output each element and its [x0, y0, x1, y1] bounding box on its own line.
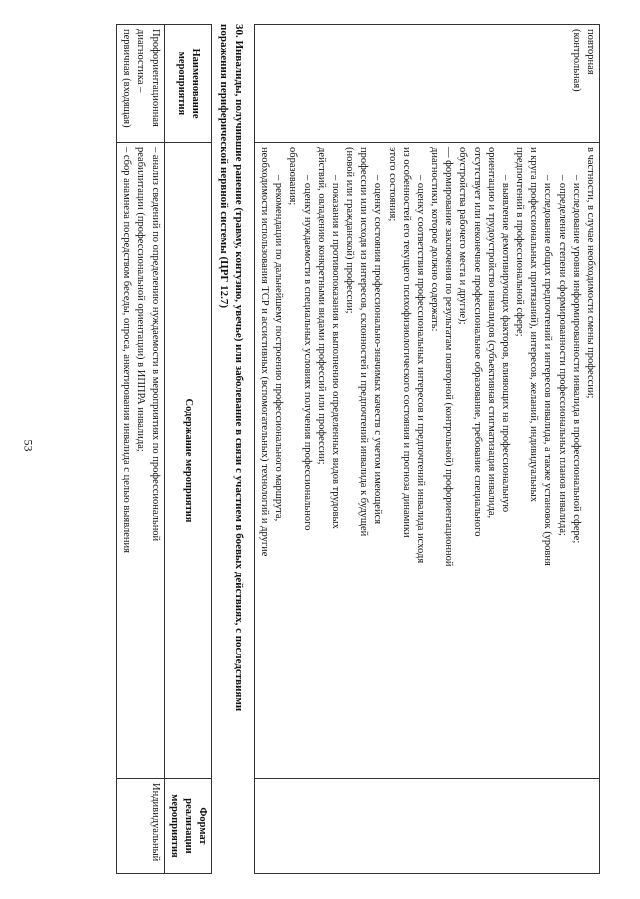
text-line: – выявление демотивирующих факторов, влияющих на профессиональную	[499, 175, 511, 513]
text-line: – показания и противопоказания к выполнению определенных видов трудовых	[329, 175, 341, 529]
text-line: – оценку соответствия профессиональных интересов и предпочтений инвалида исходя	[414, 175, 426, 564]
top-table	[254, 24, 600, 874]
text-line: в частности, в случае необходимости смены профессии;	[585, 147, 596, 399]
text-line: – оценку состояния профессионально-значимых качеств с учетом имеющейся	[372, 175, 384, 525]
left-cell-line: повторная	[585, 29, 596, 75]
text-line: – рекомендации по дальнейшему построению профессионального маршрута,	[273, 175, 285, 522]
table-row	[254, 25, 599, 874]
text-line: – оценку нуждаемости в специальных условиях получения профессионального	[301, 175, 313, 531]
header-content: Содержание мероприятия	[164, 143, 212, 779]
text-line: – исследование уровня информированности инвалида в профессиональной сфере;	[570, 175, 582, 544]
table-header-row	[164, 25, 212, 874]
text-line: – исследование общих предпочтений и интересов инвалида, а также установок (уровня	[542, 175, 554, 566]
text-line: реабилитации (профессиональной ориентации) в ИППРА инвалида;	[135, 147, 147, 452]
header-format: Формат реализации мероприятия	[164, 779, 212, 874]
page-number: 53	[21, 439, 36, 452]
text-line: – определение степени сформированности профессиональных планов инвалида;	[556, 175, 568, 536]
left-cell	[254, 25, 599, 143]
text-line: предпочтений в профессиональной сфере;	[514, 147, 526, 337]
text-line: образования;	[287, 147, 299, 206]
section-heading-line: 30. Инвалиды, получившие ранение (травму, контузию, увечье) или заболевание в связи с участием в боевых действиях, с последствиями	[232, 24, 245, 712]
bottom-table	[116, 24, 212, 874]
left-cell-line: (контрольная)	[570, 29, 582, 92]
row-format: Индивидуальный	[117, 779, 165, 874]
text-line: обустройства рабочего места и другие);	[457, 147, 469, 325]
section-heading-line: поражения периферической нервной системы (ЦРГ 12.7)	[218, 24, 231, 309]
row-content	[117, 143, 165, 779]
text-line: отсутствует или неконечное профессиональное образование, требование специального	[471, 147, 483, 537]
text-line: – анализ сведений по определению нуждаемости в мероприятиях по профессиональной	[149, 147, 161, 542]
text-line: – сбор анамнеза посредством беседы, опроса, анкетирования инвалида с целью выявления	[121, 147, 133, 553]
text-line: (новой или гражданской) профессии;	[344, 147, 356, 314]
text-line: профессии или исходя из интересов, склонностей и предпочтений инвалида к будущей	[358, 147, 370, 537]
table-row	[117, 25, 165, 874]
content-cell	[254, 143, 599, 779]
text-line: и круга профессиональных притязаний), интересов, желаний, индивидуальных	[528, 147, 540, 502]
text-line: этого состояния;	[386, 147, 398, 222]
format-cell	[254, 779, 599, 874]
row-name: Профориентационная диагностика – первичная (входящая)	[117, 25, 165, 143]
section-heading	[216, 24, 246, 874]
rotated-page-content	[40, 24, 600, 874]
text-line: ориентацию и трудоустройство инвалидов (субъективная стигматизация инвалида,	[485, 147, 497, 519]
text-line: действий, овладению конкретными видами профессий или профессии;	[315, 147, 327, 465]
text-line: — формирование заключения по результатам повторной (контрольной) профориентационной	[443, 147, 455, 567]
text-line: диагностики, которое должно содержать:	[429, 147, 441, 332]
text-line: необходимости использования ТСР и ассистивных (вспомогательных) технологий и другие	[259, 147, 271, 557]
header-name: Наименование мероприятия	[164, 25, 212, 143]
text-line: из особенностей его текущего психофизиологического состояния и прогноза динамики	[400, 147, 412, 538]
